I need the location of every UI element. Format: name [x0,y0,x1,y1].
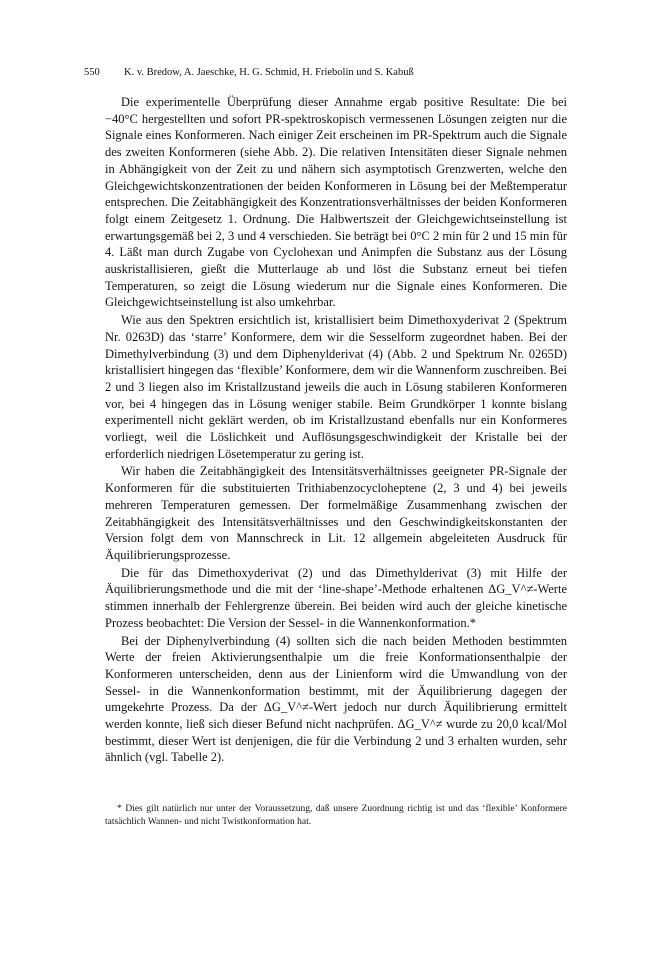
paragraph: Wie aus den Spektren ersichtlich ist, kristallisiert beim Dimethoxyderivat 2 (Spektrum Nr. 0263D) das ‘starre’ Konformere, dem wir die Sesselform zugeordnet haben. Bei der Dimethylverbindung (3) und dem Diphenylderivat (4) (Abb. 2 und Spektrum Nr. 0265D) kristallisiert hingegen das ‘flexible’ Konformere, dem wir die Wannenform zuschreiben. Bei 2 und 3 liegen also im Kristallzustand jeweils die auch in Lösung stabileren Konformeren vor, bei 4 hingegen das in Lösung weniger stabile. Beim Grundkörper 1 konnte bislang experimentell nicht geklärt werden, ob im Kristallzustand ebenfalls nur ein Konformeres vorliegt, weil die Löslichkeit und Auflösungsgeschwindigkeit der Kristalle bei der erforderlich niedrigen Lösetemperatur zu gering ist. [105,313,567,461]
article-body [105,94,567,766]
page-number: 550 [84,67,100,78]
running-head [84,67,564,78]
author-line: K. v. Bredow, A. Jaeschke, H. G. Schmid, H. Friebolin und S. Kabuß [124,67,414,78]
paragraph: Die für das Dimethoxyderivat (2) und das Dimethylderivat (3) mit Hilfe der Äquilibrierungsmethode und die mit der ‘line-shape’-Methode erhaltenen ΔG_V^≠-Werte stimmen innerhalb der Fehlergrenze überein. Bei beiden wird auch der gleiche kinetische Prozess beobachtet: Die Version der Sessel- in die Wannenkonformation.* [105,565,567,630]
footnote [105,803,567,829]
paragraph: Wir haben die Zeitabhängigkeit des Intensitätsverhältnisses geeigneter PR-Signale der Konformeren für die substituierten Trithiabenzocycloheptene (2, 3 und 4) bei jeweils mehreren Temperaturen gemessen. Der formelmäßige Zusammenhang zwischen der Zeitabhängigkeit des Intensitätsverhältnisses und den Geschwindigkeitskonstanten der Version folgt dem von Mannschreck in Lit. 12 allgemein abgeleiteten Ausdruck für Äquilibrierungsprozesse. [105,464,567,562]
footnote-text: * Dies gilt natürlich nur unter der Voraussetzung, daß unsere Zuordnung richtig ist und das ‘flexible’ Konformere tatsächlich Wannen- und nicht Twistkonformation hat. [105,804,567,827]
paragraph: Die experimentelle Überprüfung dieser Annahme ergab positive Resultate: Die bei −40°C hergestellten und sofort PR-spektroskopisch vermessenen Lösungen zeigten nur die Signale eines Konformeren. Nach einiger Zeit erscheinen im PR-Spektrum auch die Signale des zweiten Konformeren (siehe Abb. 2). Die relativen Intensitäten dieser Signale nehmen in Abhängigkeit von der Zeit zu und nähern sich asymptotisch Grenzwerten, welche den Gleichgewichtskonzentrationen der beiden Konformeren in Lösung bei der Meßtemperatur entsprechen. Die Zeitabhängigkeit des Konzentrationsverhältnisses der beiden Konformeren folgt einem Zeitgesetz 1. Ordnung. Die Halbwertszeit der Gleichgewichtseinstellung ist erwartungsgemäß bei 2, 3 und 4 verschieden. Sie beträgt bei 0°C 2 min für 2 und 15 min für 4. Läßt man durch Zugabe von Cyclohexan und Animpfen die Substanz aus der Lösung auskristallisieren, gießt die Mutterlauge ab und löst die Substanz erneut bei tiefen Temperaturen, so zeigt die Lösung wiederum nur die Signale eines Konformeren. Die Gleichgewichtseinstellung ist also umkehrbar. [105,95,567,310]
paragraph: Bei der Diphenylverbindung (4) sollten sich die nach beiden Methoden bestimmten Werte der freien Aktivierungsenthalpie um die freie Konformationsenthalpie der Konformeren unterscheiden, denn aus der Linienform wird die Umwandlung von der Sessel- in die Wannenkonformation bestimmt, mit der Äquilibrierung dagegen der umgekehrte Prozess. Da der ΔG_V^≠-Wert jedoch nur durch Äquilibrierung ermittelt werden konnte, ließ sich dieser Befund nicht nachprüfen. ΔG_V^≠ wurde zu 20,0 kcal/Mol bestimmt, dieser Wert ist denjenigen, die für die Verbindung 2 und 3 erhalten wurden, sehr ähnlich (vgl. Tabelle 2). [105,633,567,765]
